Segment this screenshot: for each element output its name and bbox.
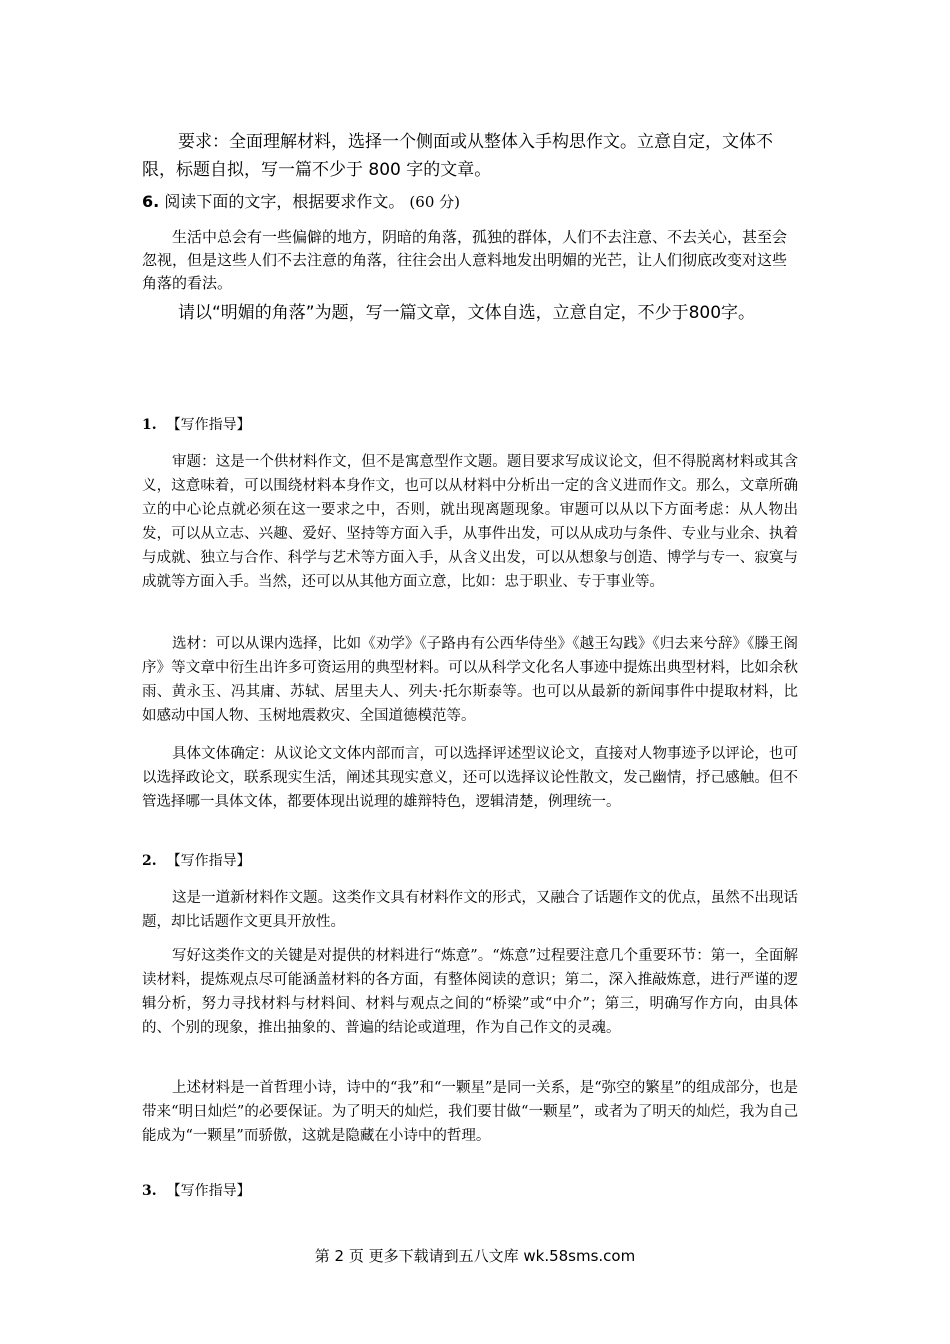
guide-1-paragraph-2: 选材：可以从课内选择，比如《劝学》《子路冉有公西华侍坐》《越王勾践》《归去来兮辞》《滕王阁序》等文章中衍生出许多可资运用的典型材料。可以从科学文化名人事迹中提炼出典型材料，比如余秋雨、黄永玉、冯其庸、苏轼、居里夫人、列夫·托尔斯泰等。也可以从最新的新闻事件中提取材料，比如感动中国人物、玉树地震救灾、全国道德模范等。 [142, 636, 798, 724]
question-score: (60 分) [409, 193, 460, 211]
guide-2-paragraph-2: 写好这类作文的关键是对提供的材料进行“炼意”。“炼意”过程要注意几个重要环节：第一，全面解读材料，提炼观点尽可能涵盖材料的各方面，有整体阅读的意识；第二，深入推敲炼意，进行严谨的逻辑分析，努力寻找材料与材料间、材料与观点之间的“桥梁”或“中介”；第三，明确写作方向，由具体的、个别的现象，推出抽象的、普遍的结论或道理，作为自己作文的灵魂。 [142, 948, 798, 1036]
guide-1-paragraph-1: 审题：这是一个供材料作文，但不是寓意型作文题。题目要求写成议论文，但不得脱离材料或其含义，这意味着，可以围绕材料本身作文，也可以从材料中分析出一定的含义进而作文。那么，文章所确立的中心论点就必须在这一要求之中，否则，就出现离题现象。审题可以从以下方面考虑：从人物出发，可以从立志、兴趣、爱好、坚持等方面入手，从事件出发，可以从成功与条件、专业与业余、执着与成就、独立与合作、科学与艺术等方面入手，从含义出发，可以从想象与创造、博学与专一、寂寞与成就等方面入手。当然，还可以从其他方面立意，比如：忠于职业、专于事业等。 [142, 454, 798, 590]
guide-2-paragraph-3: 上述材料是一首哲理小诗，诗中的“我”和“一颗星”是同一关系，是“弥空的繁星”的组成部分，也是带来“明日灿烂”的必要保证。为了明天的灿烂，我们要甘做“一颗星”，或者为了明天的灿烂，我为自己能成为“一颗星”而骄傲，这就是隐藏在小诗中的哲理。 [142, 1080, 798, 1144]
question-6-material: 生活中总会有一些偏僻的地方，阴暗的角落，孤独的群体，人们不去注意、不去关心，甚至会忽视，但是这些人们不去注意的角落，往往会出人意料地发出明媚的光芒，让人们彻底改变对这些角落的看法。 [142, 228, 788, 292]
question-number: 6. [142, 192, 160, 211]
guide-2-heading [142, 850, 798, 872]
guide-1-heading [142, 414, 798, 436]
guide-number: 3. [142, 1183, 157, 1199]
page-footer: 第 2 页 更多下载请到五八文库 wk.58sms.com [314, 1247, 636, 1265]
guide-1-paragraph-3: 具体文体确定：从议论文文体内部而言，可以选择评述型议论文，直接对人物事迹予以评论，也可以选择政论文，联系现实生活，阐述其现实意义，还可以选择议论性散文，发己幽情，抒己感触。但不管选择哪一具体文体，都要体现出说理的雄辩特色，逻辑清楚，例理统一。 [142, 746, 798, 810]
essay-requirement: 要求：全面理解材料，选择一个侧面或从整体入手构思作文。立意自定，文体不限，标题自拟，写一篇不少于 800 字的文章。 [142, 132, 773, 180]
question-prompt-text: 阅读下面的文字，根据要求作文。 [164, 192, 405, 211]
guide-title: 【写作指导】 [166, 417, 251, 433]
question-6-task: 请以“明媚的角落”为题，写一篇文章，文体自选，立意自定，不少于800字。 [178, 303, 756, 323]
guide-title: 【写作指导】 [166, 853, 251, 869]
guide-number: 1. [142, 417, 157, 433]
guide-title: 【写作指导】 [166, 1183, 251, 1199]
guide-3-heading [142, 1180, 798, 1202]
guide-2-paragraph-1: 这是一道新材料作文题。这类作文具有材料作文的形式，又融合了话题作文的优点，虽然不出现话题，却比话题作文更具开放性。 [142, 890, 798, 930]
guide-number: 2. [142, 853, 157, 869]
question-6-prompt [142, 190, 798, 214]
